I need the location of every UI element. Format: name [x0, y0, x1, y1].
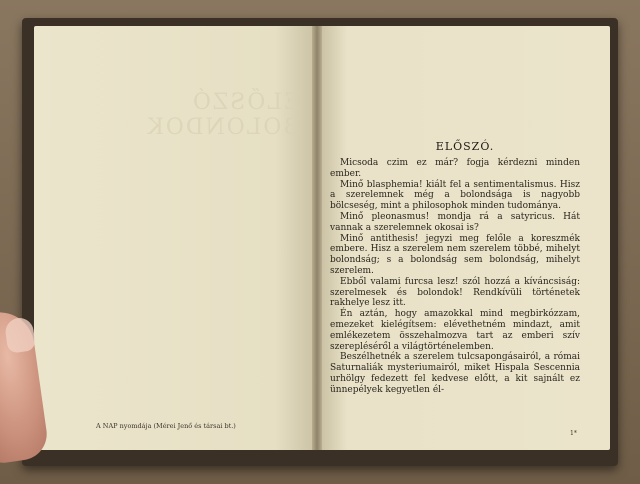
- paragraph: Minő pleonasmus! mondja rá a satyricus. Hát vannak a szerelemnek okosai is?: [330, 211, 580, 233]
- printer-footer: A NAP nyomdája (Mérei Jenő és társai bt.): [96, 422, 236, 430]
- paragraph: Én aztán, hogy amazokkal mind megbirkózzam, emezeket kielégítsem: elévethetném mindazt, amit emlékezetem összehalmozva tart az emberi szív szerepléséről a világtörténelemben.: [330, 309, 580, 352]
- page-title: ELŐSZÓ.: [435, 140, 495, 153]
- paragraph: Beszélhetnék a szerelem tulcsapongásairól, a római Saturnaliák mysteriumairól, miket Hispala Sescennia urhölgy fedezett fel kedvese előtt, a kit sajnált ez ünnepélyek kegyetlen él-: [330, 352, 580, 395]
- book-gutter: [312, 26, 322, 450]
- paragraph: Micsoda czim ez már? fogja kérdezni minden ember.: [330, 158, 580, 179]
- bleed-through-text: ELŐSZÓ BOLONDOK: [145, 90, 300, 140]
- paragraph: Minő antithesis! jegyzi meg felőle a koreszmék embere. Hisz a szerelem nem szerelem többé, mihelyt bolondság; s a bolondság sem bolondság, mihelyt szerelem.: [330, 233, 580, 276]
- page-signature-mark: 1*: [570, 430, 577, 437]
- paragraph: Ebből valami furcsa lesz! szól hozzá a kíváncsiság: szerelmesek és bolondok! Rendkívüli történetek rakhelye lesz itt.: [330, 276, 580, 309]
- paragraph: Minő blasphemia! kiált fel a sentimentalismus. Hisz a szerelemnek még a bolondsága is nagyobb bölcseség, mint a philosophok minden tudománya.: [330, 179, 580, 212]
- page-body: [330, 158, 580, 396]
